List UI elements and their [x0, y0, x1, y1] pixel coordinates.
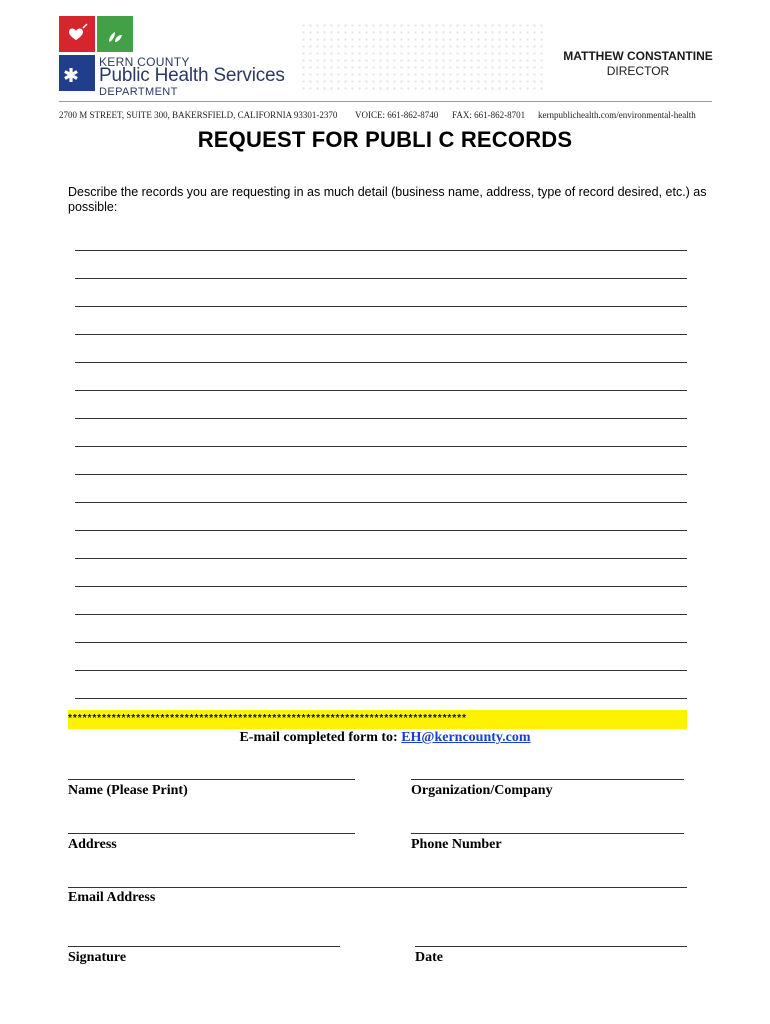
- signature-label: Signature: [68, 950, 127, 965]
- voice-number: VOICE: 661-862-8740: [355, 110, 439, 120]
- description-line[interactable]: [75, 390, 687, 391]
- date-label: Date: [415, 950, 443, 965]
- organization-field[interactable]: [411, 779, 684, 780]
- description-line[interactable]: [75, 530, 687, 531]
- director-name: MATTHEW CONSTANTINE: [563, 49, 713, 63]
- form-title: REQUEST FOR PUBLI C RECORDS: [197, 127, 573, 152]
- organization-label: Organization/Company: [411, 783, 553, 798]
- name-label: Name (Please Print): [68, 783, 188, 798]
- description-line[interactable]: [75, 474, 687, 475]
- description-line[interactable]: [75, 362, 687, 363]
- phone-label: Phone Number: [411, 837, 502, 852]
- email-field[interactable]: [68, 887, 687, 888]
- description-line[interactable]: [75, 502, 687, 503]
- email-label: Email Address: [68, 890, 156, 905]
- department-logo: [59, 14, 285, 98]
- description-line[interactable]: [75, 698, 687, 699]
- description-line[interactable]: [75, 670, 687, 671]
- description-line[interactable]: [75, 418, 687, 419]
- decorative-dot-pattern: [300, 22, 545, 92]
- form-instruction: Describe the records you are requesting in as much detail (business name, address, type of record desired, etc.) as possible:: [68, 185, 707, 214]
- date-field[interactable]: [415, 946, 687, 947]
- description-line[interactable]: [75, 558, 687, 559]
- description-line[interactable]: [75, 642, 687, 643]
- email-instruction-text: E-mail completed form to:: [239, 730, 398, 745]
- phone-field[interactable]: [411, 833, 684, 834]
- logo-agency: Public Health Services: [99, 65, 285, 86]
- street-address: 2700 M STREET, SUITE 300, BAKERSFIELD, CALIFORNIA 93301-2370: [59, 110, 338, 120]
- description-line[interactable]: [75, 446, 687, 447]
- heart-icon: [59, 16, 95, 52]
- star-of-life-icon: [59, 55, 95, 91]
- website-link[interactable]: kernpublichealth.com/environmental-health: [538, 110, 696, 120]
- logo-county: KERN COUNTY: [99, 55, 190, 69]
- description-line[interactable]: [75, 586, 687, 587]
- director-title: DIRECTOR: [606, 64, 670, 78]
- email-link[interactable]: EH@kerncounty.com: [401, 730, 531, 745]
- fax-number: FAX: 661-862-8701: [452, 110, 526, 120]
- description-line[interactable]: [75, 334, 687, 335]
- separator-stars: **********************************************************************************: [68, 713, 467, 724]
- name-field[interactable]: [68, 779, 355, 780]
- logo-department: DEPARTMENT: [99, 86, 178, 98]
- description-line[interactable]: [75, 250, 687, 251]
- header-divider: [59, 101, 712, 102]
- address-label: Address: [68, 837, 117, 852]
- signature-field[interactable]: [68, 946, 340, 947]
- description-line[interactable]: [75, 614, 687, 615]
- address-field[interactable]: [68, 833, 355, 834]
- description-line[interactable]: [75, 278, 687, 279]
- description-line[interactable]: [75, 306, 687, 307]
- highlighted-separator: [68, 710, 687, 729]
- leaf-icon: [97, 16, 133, 52]
- email-instruction: [0, 730, 770, 746]
